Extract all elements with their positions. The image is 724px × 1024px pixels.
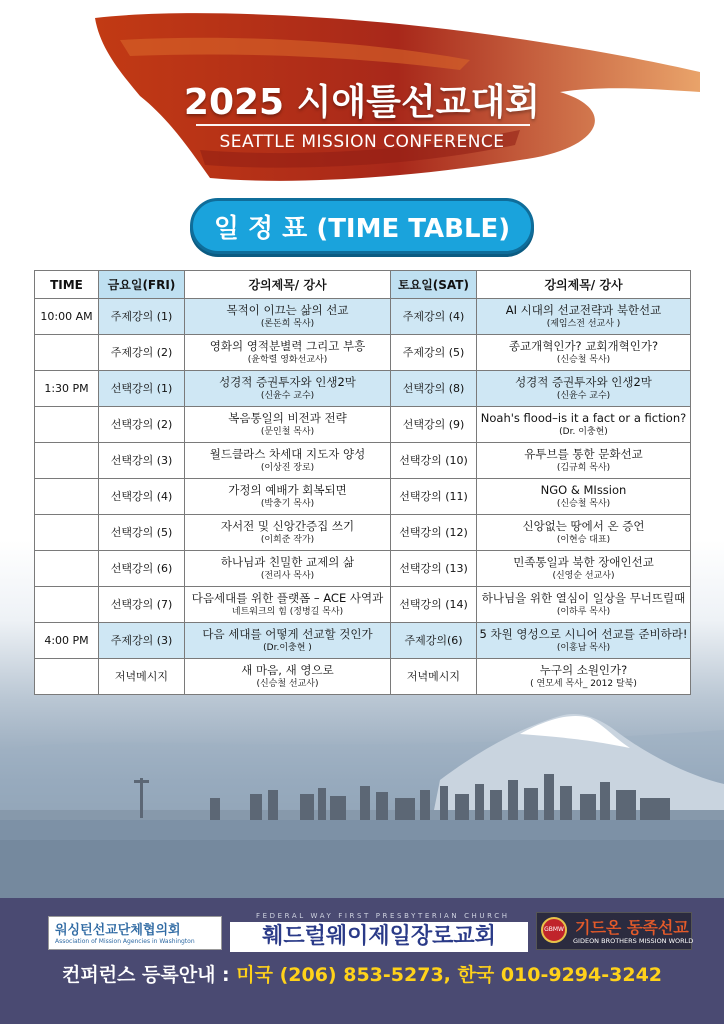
saturday-speaker: (신승철 목사) bbox=[556, 354, 611, 365]
friday-lecture-title: 다음세대를 위한 플랫폼 – ACE 사역과 bbox=[191, 590, 384, 605]
saturday-session bbox=[477, 407, 691, 443]
friday-lecture-title: 복음통일의 비전과 전략 bbox=[228, 410, 347, 425]
friday-session-label: 선택강의 (4) bbox=[99, 479, 185, 515]
row-time: 1:30 PM bbox=[35, 371, 99, 407]
timetable-row bbox=[35, 623, 691, 659]
saturday-session-label: 선택강의 (10) bbox=[391, 443, 477, 479]
saturday-session bbox=[477, 551, 691, 587]
saturday-lecture-title: 하나님을 위한 열심이 일상을 무너뜨릴때 bbox=[481, 590, 686, 605]
header-friday-topic: 강의제목/ 강사 bbox=[185, 271, 391, 299]
friday-session-label: 선택강의 (6) bbox=[99, 551, 185, 587]
row-time bbox=[35, 515, 99, 551]
friday-session-label: 주제강의 (1) bbox=[99, 299, 185, 335]
saturday-session bbox=[477, 587, 691, 623]
row-time bbox=[35, 407, 99, 443]
friday-session-label: 주제강의 (3) bbox=[99, 623, 185, 659]
friday-session-label: 저녁메시지 bbox=[99, 659, 185, 695]
saturday-speaker: (이홍남 목사) bbox=[556, 642, 611, 653]
timetable-row bbox=[35, 299, 691, 335]
friday-speaker: (신승철 선교사) bbox=[256, 678, 319, 689]
saturday-speaker: (Dr. 이충현) bbox=[559, 426, 608, 437]
registration-label: 컨퍼런스 등록안내 : bbox=[61, 964, 237, 986]
timetable-row bbox=[35, 443, 691, 479]
friday-lecture-title: 월드클라스 차세대 지도자 양성 bbox=[209, 446, 366, 461]
saturday-session bbox=[477, 299, 691, 335]
timetable-row bbox=[35, 551, 691, 587]
friday-session-label: 선택강의 (3) bbox=[99, 443, 185, 479]
timetable-row bbox=[35, 659, 691, 695]
timetable-row bbox=[35, 587, 691, 623]
church-logo bbox=[230, 912, 528, 952]
friday-speaker: (전리사 목사) bbox=[260, 570, 315, 581]
row-time bbox=[35, 335, 99, 371]
saturday-session-label: 선택강의 (14) bbox=[391, 587, 477, 623]
association-name: 워싱턴선교단체협의회 bbox=[55, 923, 181, 938]
saturday-session-label: 저녁메시지 bbox=[391, 659, 477, 695]
saturday-lecture-title: Noah's flood–is it a fact or a fiction? bbox=[480, 410, 687, 425]
saturday-speaker: ( 연모세 목사_ 2012 탈북) bbox=[530, 678, 637, 689]
saturday-session bbox=[477, 659, 691, 695]
saturday-lecture-title: 5 차원 영성으로 시니어 선교를 준비하라! bbox=[479, 626, 688, 641]
friday-speaker: (이상진 장로) bbox=[260, 462, 315, 473]
timetable-row bbox=[35, 335, 691, 371]
friday-lecture-title: 가정의 예배가 회복되면 bbox=[228, 482, 347, 497]
friday-session bbox=[185, 659, 391, 695]
gideon-emblem-icon: GBMW bbox=[541, 917, 567, 943]
saturday-speaker: (신영순 선교사) bbox=[552, 570, 615, 581]
saturday-session-label: 선택강의 (12) bbox=[391, 515, 477, 551]
saturday-lecture-title: AI 시대의 선교전략과 북한선교 bbox=[505, 302, 662, 317]
row-time: 10:00 AM bbox=[35, 299, 99, 335]
seattle-skyline-image bbox=[0, 690, 724, 910]
friday-speaker: (박충기 목사) bbox=[260, 498, 315, 509]
saturday-session-label: 선택강의 (11) bbox=[391, 479, 477, 515]
friday-lecture-title: 하나님과 친밀한 교제의 삶 bbox=[220, 554, 355, 569]
saturday-session bbox=[477, 335, 691, 371]
saturday-lecture-title: 민족통일과 북한 장애인선교 bbox=[513, 554, 654, 569]
saturday-session bbox=[477, 371, 691, 407]
gideon-logo bbox=[536, 912, 692, 950]
friday-session bbox=[185, 551, 391, 587]
saturday-session-label: 선택강의 (8) bbox=[391, 371, 477, 407]
row-time bbox=[35, 587, 99, 623]
association-logo bbox=[48, 916, 222, 950]
row-time bbox=[35, 659, 99, 695]
friday-session bbox=[185, 371, 391, 407]
saturday-lecture-title: 누구의 소원인가? bbox=[539, 662, 628, 677]
friday-session-label: 선택강의 (7) bbox=[99, 587, 185, 623]
friday-session bbox=[185, 335, 391, 371]
header-friday: 금요일(FRI) bbox=[99, 271, 185, 299]
church-name-en: FEDERAL WAY FIRST PRESBYTERIAN CHURCH bbox=[256, 912, 510, 920]
friday-session bbox=[185, 407, 391, 443]
friday-speaker: (론돈희 목사) bbox=[260, 318, 315, 329]
gideon-name-en: GIDEON BROTHERS MISSION WORLD bbox=[573, 937, 694, 945]
row-time: 4:00 PM bbox=[35, 623, 99, 659]
timetable-row bbox=[35, 371, 691, 407]
saturday-session bbox=[477, 443, 691, 479]
conference-subtitle: SEATTLE MISSION CONFERENCE bbox=[219, 132, 505, 152]
friday-lecture-title: 자서전 및 신앙간증집 쓰기 bbox=[220, 518, 355, 533]
saturday-speaker: (신승철 목사) bbox=[556, 498, 611, 509]
friday-speaker: (신윤수 교수) bbox=[260, 390, 315, 401]
friday-lecture-title: 영화의 영적분별력 그리고 부흥 bbox=[209, 338, 366, 353]
timetable-heading: 일 정 표 (TIME TABLE) bbox=[190, 198, 534, 254]
friday-lecture-title: 성경적 증권투자와 인생2막 bbox=[219, 374, 356, 389]
title-divider bbox=[196, 124, 530, 126]
row-time bbox=[35, 551, 99, 587]
conference-title: 2025 시애틀선교대회 bbox=[183, 82, 541, 123]
association-name-en: Association of Mission Agencies in Washington bbox=[55, 938, 195, 945]
header-time: TIME bbox=[35, 271, 99, 299]
timetable-row bbox=[35, 407, 691, 443]
friday-session bbox=[185, 623, 391, 659]
friday-session bbox=[185, 515, 391, 551]
row-time bbox=[35, 479, 99, 515]
saturday-speaker: (신윤수 교수) bbox=[556, 390, 611, 401]
friday-session-label: 선택강의 (5) bbox=[99, 515, 185, 551]
saturday-speaker: (이하루 목사) bbox=[556, 606, 611, 617]
saturday-session bbox=[477, 623, 691, 659]
friday-lecture-title: 새 마음, 새 영으로 bbox=[241, 662, 334, 677]
saturday-session bbox=[477, 515, 691, 551]
row-time bbox=[35, 443, 99, 479]
saturday-session-label: 주제강의(6) bbox=[391, 623, 477, 659]
timetable-row bbox=[35, 515, 691, 551]
friday-session bbox=[185, 299, 391, 335]
saturday-lecture-title: 성경적 증권투자와 인생2막 bbox=[515, 374, 652, 389]
saturday-speaker: (이현승 대표) bbox=[556, 534, 611, 545]
registration-contacts: 미국 (206) 853-5273, 한국 010-9294-3242 bbox=[236, 964, 663, 986]
friday-lecture-title: 목적이 이끄는 삶의 선교 bbox=[226, 302, 349, 317]
saturday-session-label: 선택강의 (13) bbox=[391, 551, 477, 587]
saturday-session-label: 주제강의 (5) bbox=[391, 335, 477, 371]
saturday-lecture-title: 유투브를 통한 문화선교 bbox=[524, 446, 643, 461]
friday-session-label: 선택강의 (1) bbox=[99, 371, 185, 407]
saturday-session-label: 선택강의 (9) bbox=[391, 407, 477, 443]
timetable bbox=[34, 270, 691, 695]
registration-info bbox=[0, 960, 724, 987]
saturday-lecture-title: 신앙없는 땅에서 온 증언 bbox=[522, 518, 645, 533]
saturday-session-label: 주제강의 (4) bbox=[391, 299, 477, 335]
saturday-speaker: (김규희 목사) bbox=[556, 462, 611, 473]
friday-speaker: 네트워크의 힘 (정병길 목사) bbox=[231, 606, 344, 617]
timetable-header-row bbox=[35, 271, 691, 299]
church-name: 훼드럴웨이제일장로교회 bbox=[230, 922, 528, 952]
header-saturday-topic: 강의제목/ 강사 bbox=[477, 271, 691, 299]
friday-session bbox=[185, 587, 391, 623]
timetable-row bbox=[35, 479, 691, 515]
friday-speaker: (Dr.이충현 ) bbox=[263, 642, 312, 653]
friday-session bbox=[185, 443, 391, 479]
friday-speaker: (윤학렬 영화선교사) bbox=[247, 354, 328, 365]
saturday-lecture-title: 종교개혁인가? 교회개혁인가? bbox=[508, 338, 659, 353]
friday-speaker: (문인철 목사) bbox=[260, 426, 315, 437]
gideon-name: 기드온 동족선교 bbox=[575, 918, 689, 937]
friday-speaker: (이희준 작가) bbox=[260, 534, 315, 545]
saturday-speaker: (제임스전 선교사 ) bbox=[546, 318, 621, 329]
friday-session-label: 주제강의 (2) bbox=[99, 335, 185, 371]
friday-session-label: 선택강의 (2) bbox=[99, 407, 185, 443]
header-saturday: 토요일(SAT) bbox=[391, 271, 477, 299]
saturday-session bbox=[477, 479, 691, 515]
friday-session bbox=[185, 479, 391, 515]
saturday-lecture-title: NGO & MIssion bbox=[540, 482, 627, 497]
friday-lecture-title: 다음 세대를 어떻게 선교할 것인가 bbox=[202, 626, 373, 641]
